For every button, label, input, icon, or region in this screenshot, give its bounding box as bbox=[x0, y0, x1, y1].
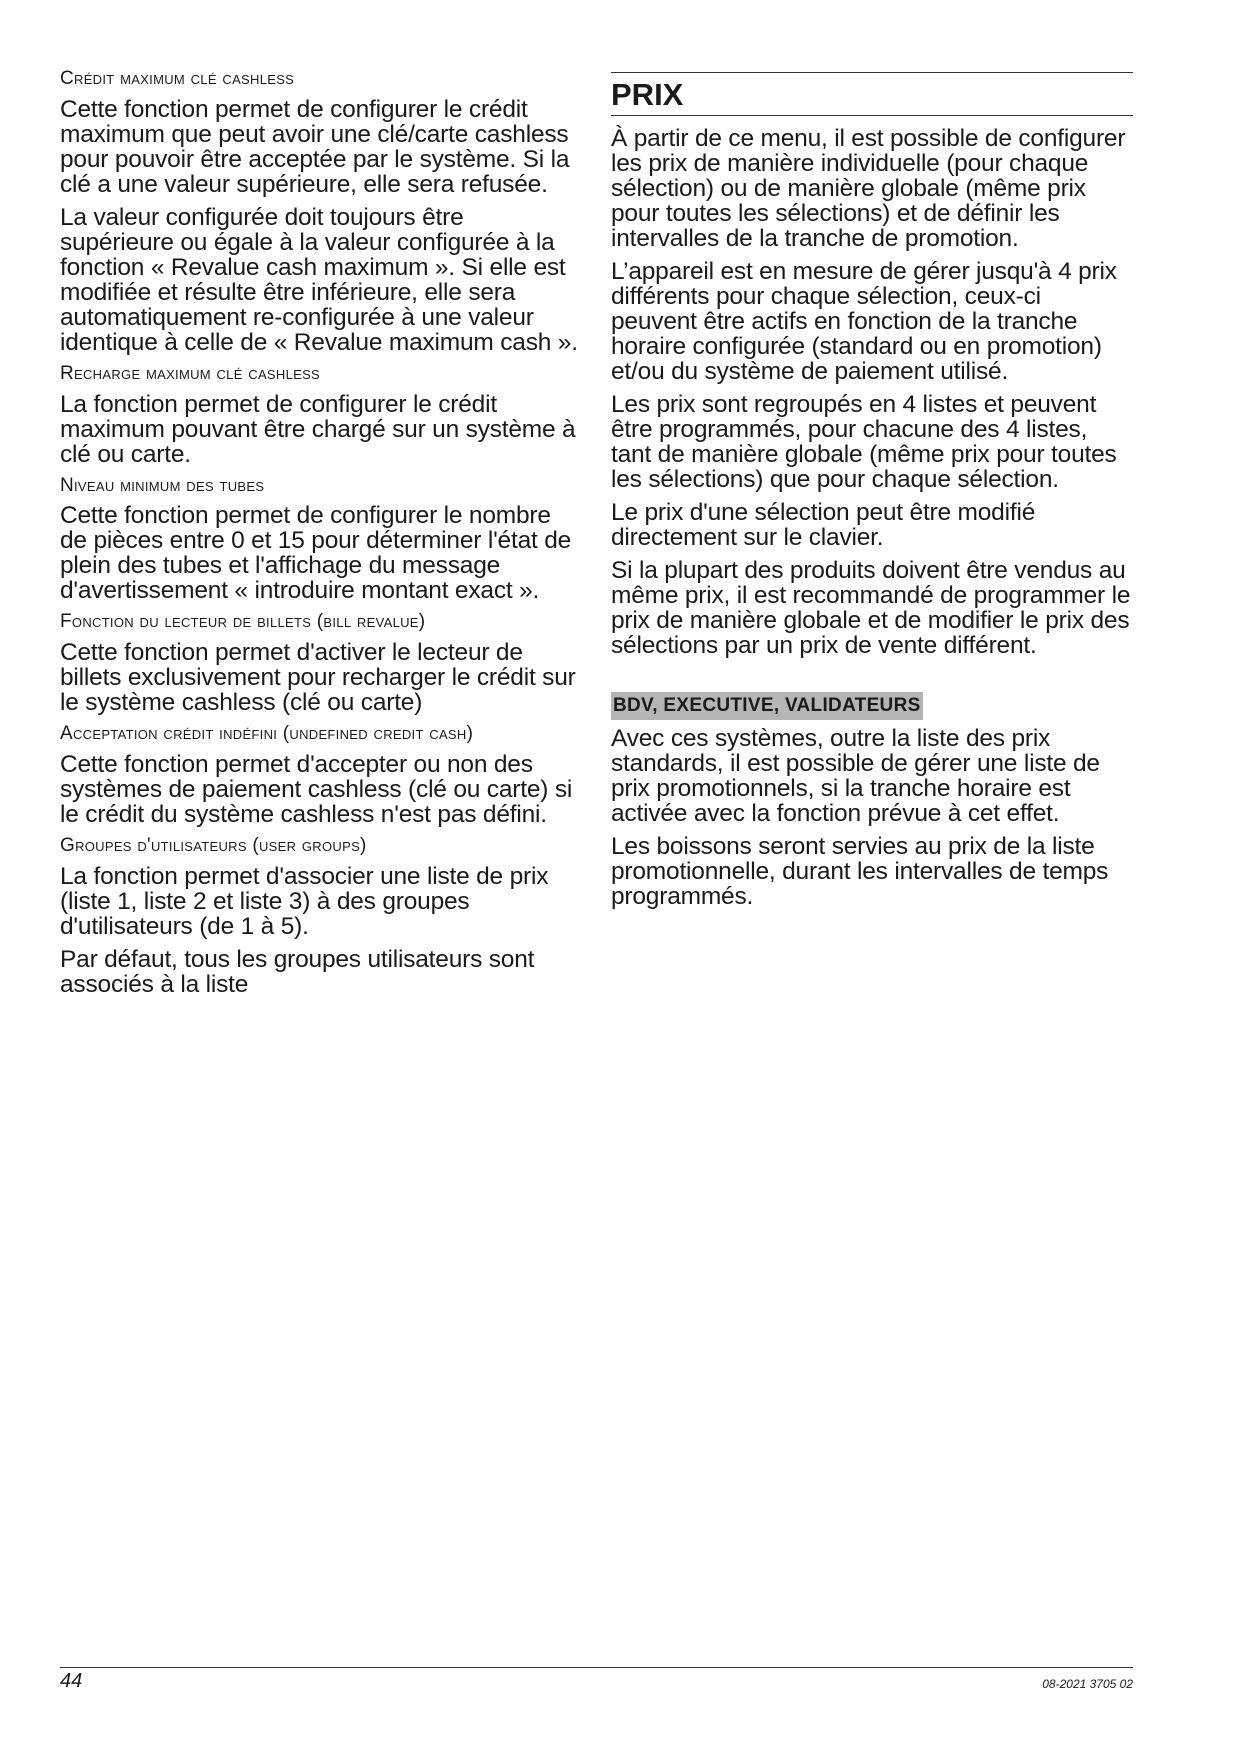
paragraph: Les boissons seront servies au prix de la liste promotionnelle, durant les intervalles de temps programmés. bbox=[611, 833, 1109, 910]
section-heading: Niveau minimum des tubes bbox=[60, 474, 265, 496]
section-lecteur-billets bbox=[60, 611, 578, 715]
section-title-prix: PRIX bbox=[611, 72, 1133, 116]
page-number: 44 bbox=[60, 1670, 83, 1692]
paragraph: Par défaut, tous les groupes utilisateurs sont associés à la liste bbox=[60, 945, 535, 998]
right-column bbox=[611, 64, 1133, 917]
section-heading: Crédit maximum clé cashless bbox=[60, 68, 295, 89]
section-heading: Groupes d'utilisateurs (user groups) bbox=[60, 834, 367, 856]
paragraph: La fonction permet d'associer une liste de prix (liste 1, liste 2 et liste 3) à des groupes d'utilisateurs (de 1 à 5). bbox=[60, 862, 549, 940]
section-niveau-tubes bbox=[60, 475, 578, 604]
paragraph: Si la plupart des produits doivent être vendus au même prix, il est recommandé de programmer le prix de manière globale et de modifier le prix des sélections par un prix de vente différent. bbox=[611, 557, 1131, 659]
section-recharge-maximum bbox=[60, 363, 578, 467]
paragraph: Cette fonction permet d'accepter ou non des systèmes de paiement cashless (clé ou carte) si le crédit du système cashless n'est pas défini. bbox=[60, 750, 573, 828]
section-credit-indefini bbox=[60, 723, 578, 827]
paragraph: À partir de ce menu, il est possible de configurer les prix de manière individuelle (pour chaque sélection) ou de manière globale (même prix pour toutes les sélections) et de définir les intervalles de la tranche de promotion. bbox=[611, 125, 1126, 252]
paragraph: Cette fonction permet de configurer le nombre de pièces entre 0 et 15 pour déterminer l'état de plein des tubes et l'affichage du message d'avertissement « introduire montant exact ». bbox=[60, 502, 572, 605]
section-heading: Recharge maximum clé cashless bbox=[60, 362, 321, 384]
paragraph: Les prix sont regroupés en 4 listes et peuvent être programmés, pour chacune des 4 listes, tant de manière globale (même prix pour toutes les sélections) que pour chaque sélection. bbox=[611, 391, 1117, 493]
paragraph: L’appareil est en mesure de gérer jusqu'à 4 prix différents pour chaque sélection, ceux-ci peuvent être actifs en fonction de la tranche horaire configurée (standard ou en promotion) et/ou du système de paiement utilisé. bbox=[611, 258, 1117, 385]
paragraph: Cette fonction permet de configurer le crédit maximum que peut avoir une clé/carte cashless pour pouvoir être acceptée par le système. Si la clé a une valeur supérieure, elle sera refusée. bbox=[60, 95, 570, 198]
paragraph: La valeur configurée doit toujours être supérieure ou égale à la valeur configurée à la fonction « Revalue cash maximum ». Si elle est modifiée et résulte être inférieure, elle sera automatiquement re-configurée à une valeur identique à celle de « Revalue maximum cash ». bbox=[60, 203, 578, 356]
paragraph: Cette fonction permet d'activer le lecteur de billets exclusivement pour recharger le crédit sur le système cashless (clé ou carte) bbox=[60, 639, 576, 717]
paragraph: La fonction permet de configurer le crédit maximum pouvant être chargé sur un système à clé ou carte. bbox=[60, 390, 576, 468]
document-code: 08-2021 3705 02 bbox=[1042, 1677, 1133, 1691]
section-credit-maximum bbox=[60, 68, 578, 355]
section-heading: Fonction du lecteur de billets (bill revalue) bbox=[60, 611, 426, 633]
section-user-groups bbox=[60, 835, 578, 997]
section-heading: Acceptation crédit indéfini (undefined credit cash) bbox=[60, 723, 474, 745]
subheading-bdv: BDV, EXECUTIVE, VALIDATEURS bbox=[611, 692, 923, 720]
left-column bbox=[60, 64, 578, 1005]
paragraph: Avec ces systèmes, outre la liste des prix standards, il est possible de gérer une liste de prix promotionnels, si la tranche horaire est activée avec la fonction prévue à cet effet. bbox=[611, 725, 1100, 827]
paragraph: Le prix d'une sélection peut être modifié directement sur le clavier. bbox=[611, 499, 1036, 551]
footer-divider bbox=[60, 1667, 1133, 1668]
